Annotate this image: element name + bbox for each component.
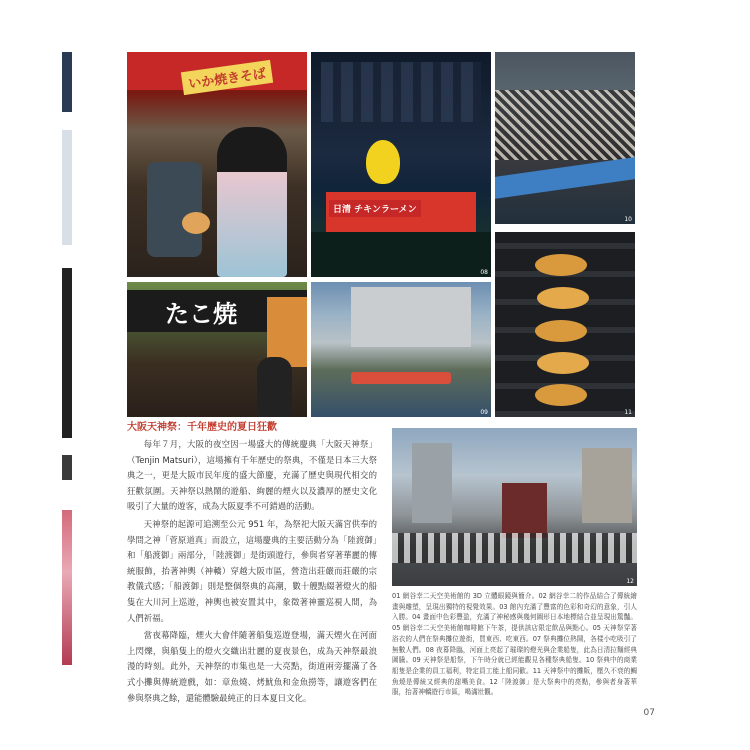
article-paragraph: 當夜幕降臨，煙火大會伴隨著船隻巡遊登場，滿天煙火在河面上閃爍，與船隻上的燈火交織出壯麗的夏夜景色，成為天神祭最浪漫的時刻。此外，天神祭的市集也是一大亮點，街道兩旁擺滿了各式小攤與傳統遊戲，如：章魚燒、烤魷魚和金魚撈等，讓遊客們在參與祭典之餘，還能體驗最純正的日本夏日文化。 (127, 630, 377, 703)
photo-number: 12 (626, 578, 634, 585)
photo-food-stall (127, 52, 307, 277)
edge-strip (62, 510, 72, 665)
photo-number: 10 (624, 216, 632, 223)
boat-banner: 日清 チキンラーメン (329, 200, 421, 217)
photo-crowded-boat (495, 52, 635, 224)
photo-taiyaki (495, 232, 635, 417)
article-paragraph: 每年７月，大阪的夜空因一場盛大的傳統慶典「大阪天神祭」（Tenjin Matsuri），這場擁有千年歷史的祭典，不僅是日本三大祭典之一，更是大阪市民年度的盛大節慶，充滿了歷史與現代相交的狂歡氛圍。天神祭以熱鬧的遊船、絢麗的煙火以及濃厚的歷史文化吸引了大量的遊客，成為大阪夏季不可錯過的活動。 (127, 439, 377, 512)
takoyaki-sign: たこ焼 (165, 299, 237, 328)
photo-river-boats (311, 282, 491, 417)
stall-sign: いか焼きそば (181, 60, 273, 95)
edge-strip (62, 455, 72, 480)
photo-parade (392, 428, 637, 586)
photo-number: 08 (480, 269, 488, 276)
photo-captions: 01 網谷幸二天空美術館的 3D 立體眼鏡與簡介。02 網谷幸二的作品結合了傳統繪畫與雕塑，呈現出獨特的視覺效果。03 館內充滿了豐富的色彩和奇幻的意象，引人入勝。04 畫面中色彩豐盈，充滿了神秘感與幾何圖形日本地標結合並呈現出驚豔。05 網谷幸二天空美術館咖啡館下午茶，提供該店限定飲品與點心。05 天神祭穿著浴衣的人們在祭典攤位遊街，買東西、吃東西。07 祭典攤位熱鬧，各樣小吃吸引了無數人們。08 夜幕降臨，河面上亮起了璀璨的燈光與企業船隻，此為日清拉麵經典圖騰。09 天神祭是船祭，下午時分就已經能觀見各種祭典船隻。10 祭典中的商業船隻是企業的員工福利，特定員工能上船同歡。11 天神祭中的攤販，壓久不衰的鯛魚燒是傳統又經典的甜嘴美食。12「陸渡御」是大祭典中的亮點，參與者身著華服，抬著神轎遊行市區，喝滿壯觀。 (392, 592, 637, 697)
article-paragraph: 天神祭的起源可追溯至公元 951 年，為祭祀大阪天滿宮供奉的學問之神「菅原道真」而設立，這場慶典的主要活動分為「陸渡御」和「船渡御」兩部分，「陸渡御」是街頭遊行，參與者穿著華麗的傳統服飾，抬著神輿（神轎）穿越大阪市區，營造出莊嚴而莊嚴的宗教儀式感；「船渡御」則是整個祭典的高潮，數十艘點綴著燈火的船隻在大川河上巡遊，神輿也被安置其中，象徵著神靈巡視人間，為人們祈福。 (127, 518, 377, 623)
page-number: 07 (643, 708, 655, 718)
photo-number: 09 (480, 409, 488, 416)
article-body (127, 437, 377, 708)
edge-strip (62, 268, 72, 438)
photo-number: 11 (624, 409, 632, 416)
article-title: 大阪天神祭：千年歷史的夏日狂歡 (127, 422, 277, 433)
photo-night-boat (311, 52, 491, 277)
photo-takoyaki-stall (127, 282, 307, 417)
edge-strip (62, 130, 72, 245)
edge-strip (62, 52, 72, 112)
